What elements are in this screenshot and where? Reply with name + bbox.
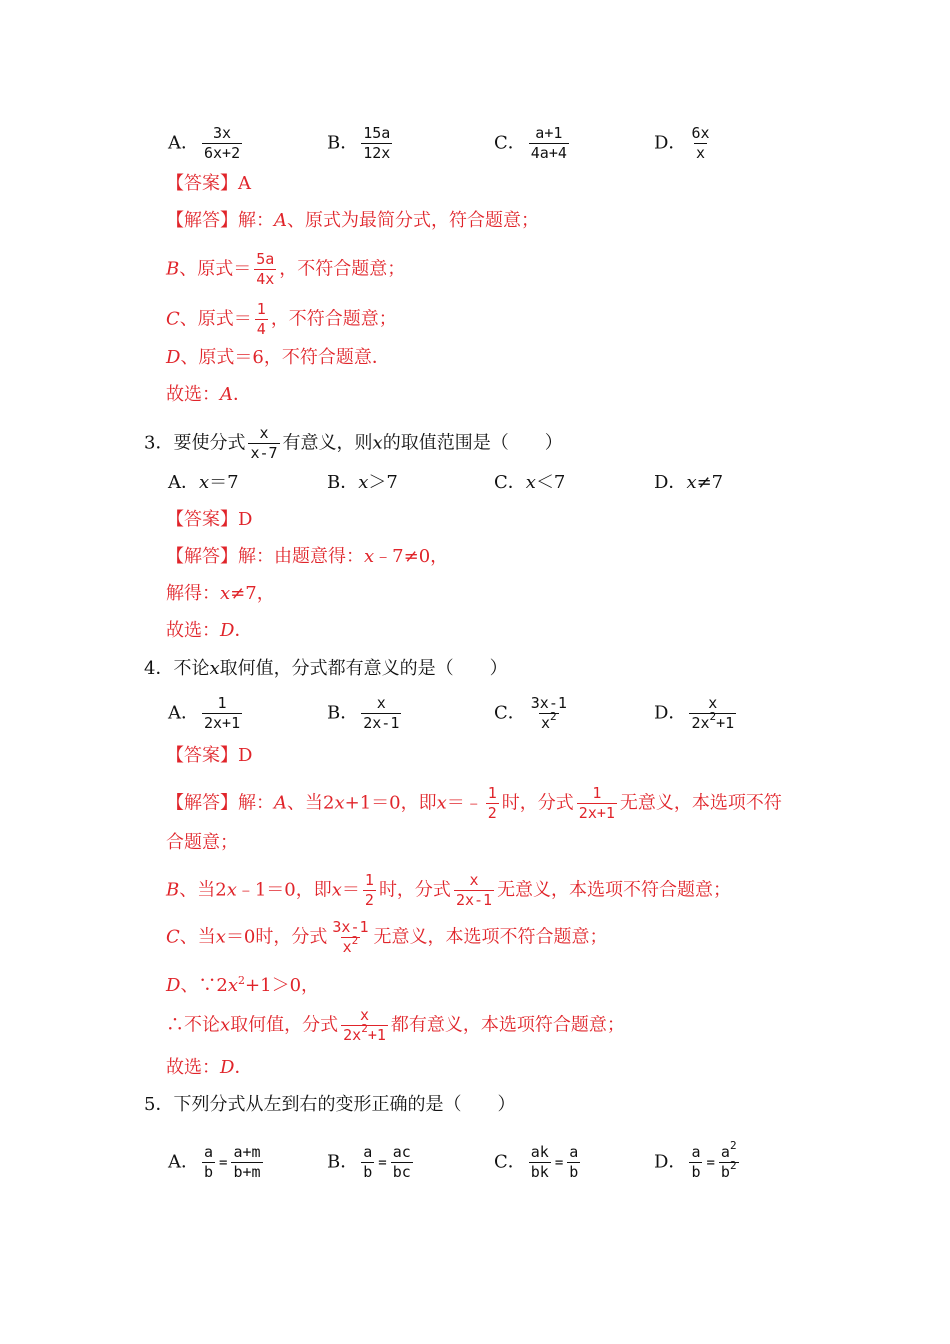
q5-option-b: B． $\frac{a}{b}$ = $\frac{ac}{bc}$: [327, 1143, 411, 1181]
q5-stem: 5．下列分式从左到右的变形正确的是（ ）: [144, 1094, 516, 1115]
q5-option-d: D． $\frac{a}{b}$ = $\frac{a^2}{b^2}$: [654, 1139, 737, 1181]
q2-option-c: C． $\frac{a+1}{4a+4}$: [494, 124, 567, 162]
q2-option-d: D． $\frac{6x}{x}$: [654, 124, 710, 162]
q3-solution-result: 解得：x≠7，: [166, 583, 275, 604]
q4-solution-d: D、$\because 2x^2+1>0$，: [166, 974, 320, 996]
q4-solution-a: 【解答】解：A、当2x+1＝0，即x＝﹣ $\frac{1}{2}$ 时，分式 $\frac{1}{2x+1}$ 无意义，本选项不符: [166, 784, 782, 822]
q4-stem: 4．不论x取何值，分式都有意义的是（ ）: [144, 658, 508, 679]
q4-option-d: D． $\frac{x}{2x^2+1}$: [654, 694, 735, 732]
q3-option-b: B．x＞7: [327, 472, 398, 493]
q3-option-c: C．x＜7: [494, 472, 566, 493]
q3-answer: 【答案】D: [166, 509, 253, 530]
q2-solution-a: 【解答】解：A、原式为最简分式，符合题意；: [166, 210, 539, 231]
q4-answer: 【答案】D: [166, 745, 253, 766]
q4-option-b: B． $\frac{x}{2x-1}$: [327, 694, 400, 732]
q3-stem: 3．要使分式 $\frac{x}{x-7}$ 有意义，则x的取值范围是（ ）: [144, 424, 563, 462]
q3-choose: 故选：D．: [166, 620, 253, 641]
q5-option-c: C． $\frac{ak}{bk}$ = $\frac{a}{b}$: [494, 1143, 579, 1181]
q3-solution: 【解答】解：由题意得：x﹣7≠0，: [166, 546, 449, 567]
q2-choose: 故选：A．: [166, 384, 251, 405]
q2-option-b: B． $\frac{15a}{12x}$: [327, 124, 391, 162]
q2-solution-b: B、原式＝ $\frac{5a}{4x}$ ，不符合题意；: [166, 250, 406, 288]
q3-option-d: D．x≠7: [654, 472, 724, 493]
q4-option-a: A． $\frac{1}{2x+1}$: [168, 694, 241, 732]
q4-solution-c: C、当x＝0时，分式 $\frac{3x-1}{x^2}$ 无意义，本选项不符合题意；: [166, 918, 608, 956]
q2-solution-d: D、原式＝6，不符合题意．: [166, 347, 390, 368]
q5-option-a: A． $\frac{a}{b}$ = $\frac{a+m}{b+m}$: [168, 1143, 261, 1181]
q4-solution-a-cont: 合题意；: [166, 832, 238, 853]
q2-option-a: A． $\frac{3x}{6x+2}$: [168, 124, 241, 162]
q2-answer: 【答案】A: [166, 173, 251, 194]
q4-choose: 故选：D．: [166, 1057, 253, 1078]
q3-option-a: A．x＝7: [168, 472, 239, 493]
q4-therefore: ∴不论x取何值，分式 $\frac{x}{2x^2+1}$ 都有意义，本选项符合题意；: [166, 1006, 625, 1044]
q4-solution-b: B、当2x﹣1＝0，即x＝ $\frac{1}{2}$ 时，分式 $\frac{x}{2x-1}$ 无意义，本选项不符合题意；: [166, 871, 732, 909]
q4-option-c: C． $\frac{3x-1}{x^2}$: [494, 694, 567, 732]
q2-solution-c: C、原式＝ $\frac{1}{4}$ ，不符合题意；: [166, 300, 397, 338]
